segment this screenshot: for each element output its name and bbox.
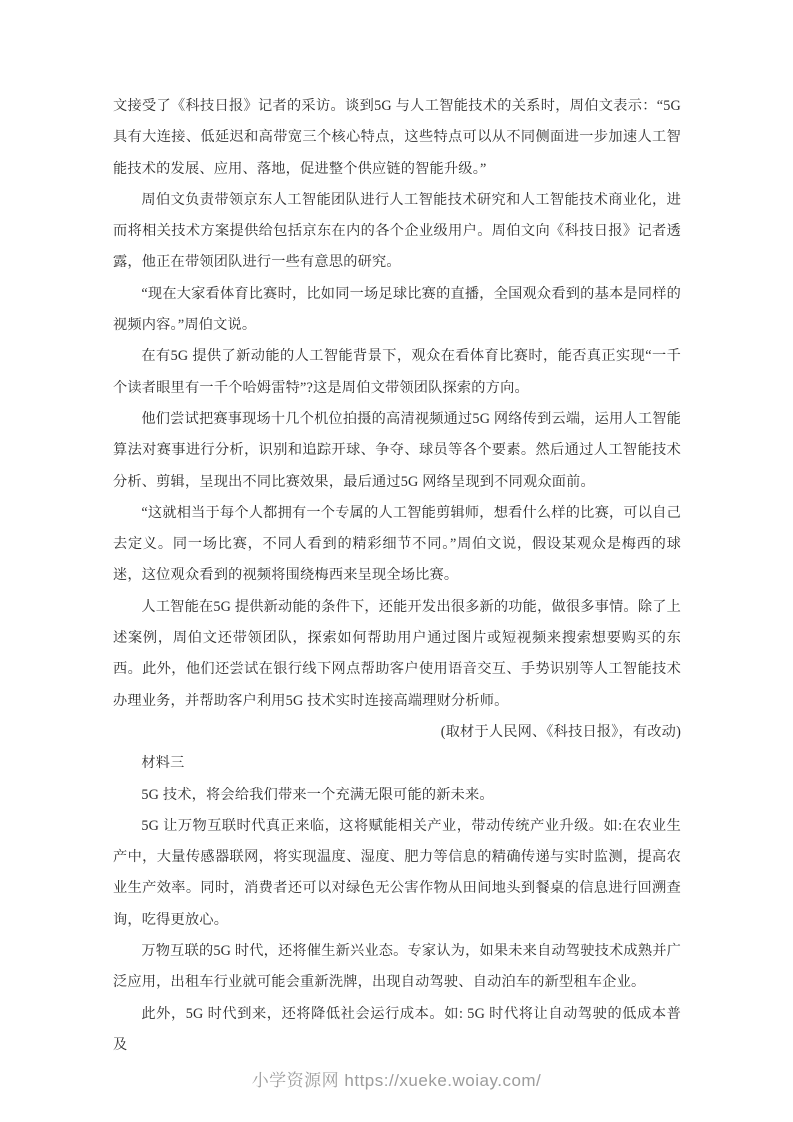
paragraph: 周伯文负责带领京东人工智能团队进行人工智能技术研究和人工智能技术商业化，进而将相关技术方案提供给包括京东在内的各个企业级用户。周伯文向《科技日报》记者透露，他正在带领团队进行一些有意思的研究。 (113, 191, 681, 271)
paragraph: 万物互联的5G 时代，还将催生新兴业态。专家认为，如果未来自动驾驶技术成熟并广泛应用，出租车行业就可能会重新洗牌，出现自动驾驶、自动泊车的新型租车企业。 (113, 943, 681, 991)
paragraph: 在有5G 提供了新动能的人工智能背景下，观众在看体育比赛时，能否真正实现“一千个读者眼里有一千个哈姆雷特”?这是周伯文带领团队探索的方向。 (113, 348, 681, 396)
paragraph: “这就相当于每个人都拥有一个专属的人工智能剪辑师，想看什么样的比赛，可以自己去定义。同一场比赛，不同人看到的精彩细节不同。”周伯文说，假设某观众是梅西的球迷，这位观众看到的视频将围绕梅西来呈现全场比赛。 (113, 504, 681, 584)
paragraph: 他们尝试把赛事现场十几个机位拍摄的高清视频通过5G 网络传到云端，运用人工智能算法对赛事进行分析，识别和追踪开球、争夺、球员等各个要素。然后通过人工智能技术分析、剪辑，呈现出不同比赛效果，最后通过5G 网络呈现到不同观众面前。 (113, 410, 681, 490)
section-label: 材料三 (141, 755, 185, 772)
paragraph: 人工智能在5G 提供新动能的条件下，还能开发出很多新的功能，做很多事情。除了上述案例，周伯文还带领团队，探索如何帮助用户通过图片或短视频来搜索想要购买的东西。此外，他们还尝试在银行线下网点帮助客户使用语音交互、手势识别等人工智能技术办理业务，并帮助客户利用5G 技术实时连接高端理财分析师。 (113, 598, 681, 709)
paragraph: 5G 技术，将会给我们带来一个充满无限可能的新未来。 (141, 786, 494, 803)
paragraph: 5G 让万物互联时代真正来临，这将赋能相关产业，带动传统产业升级。如:在农业生产中，大量传感器联网，将实现温度、湿度、肥力等信息的精确传递与实时监测，提高农业生产效率。同时，消费者还可以对绿色无公害作物从田间地头到餐桌的信息进行回溯查询，吃得更放心。 (113, 817, 681, 928)
attribution-line: (取材于人民网、《科技日报》，有改动) (440, 723, 681, 740)
document-body (113, 91, 681, 1061)
paragraph: 文接受了《科技日报》记者的采访。谈到5G 与人工智能技术的关系时，周伯文表示：“5G具有大连接、低延迟和高带宽三个核心特点，这些特点可以从不同侧面进一步加速人工智能技术的发展、应用、落地，促进整个供应链的智能升级。” (113, 98, 681, 177)
paragraph: “现在大家看体育比赛时，比如同一场足球比赛的直播，全国观众看到的基本是同样的视频内容。”周伯文说。 (113, 285, 681, 334)
footer-watermark: 小学资源网 https://xueke.woiay.com/ (251, 1071, 542, 1090)
paragraph: 此外，5G 时代到来，还将降低社会运行成本。如: 5G 时代将让自动驾驶的低成本普及 (113, 1005, 681, 1053)
